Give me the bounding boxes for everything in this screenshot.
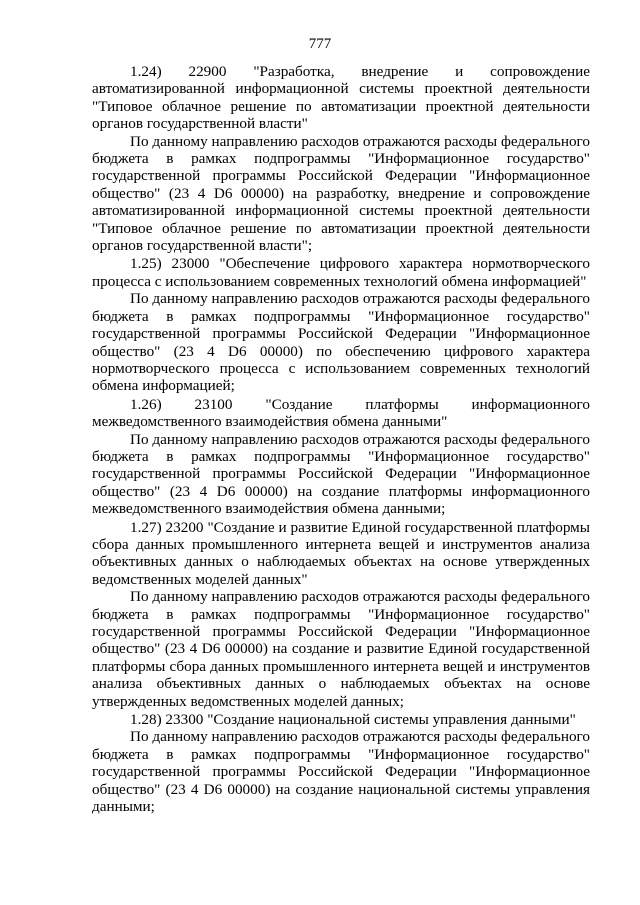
- expense-heading-1-28: 1.28) 23300 "Создание национальной системы управления данными": [130, 711, 576, 729]
- expense-heading-1-26: 1.26) 23100 "Создание платформы информационного межведомственного взаимодействия обмена данными": [92, 395, 590, 431]
- expense-heading-1-25: 1.25) 23000 "Обеспечение цифрового характера нормотворческого процесса с использованием современных технологий обмена информацией": [92, 255, 590, 290]
- page-number: 777: [308, 36, 332, 52]
- expense-description-1-25: По данному направлению расходов отражаются расходы федерального бюджета в рамках подпрограммы "Информационное государство" государственной программы Российской Федерации "Информационное общество" (23 4 D6 00000) по обеспечению цифрового характера нормотворческого процесса с использованием современных технологий обмена информацией;: [92, 290, 590, 395]
- expense-description-1-24: По данному направлению расходов отражаются расходы федерального бюджета в рамках подпрограммы "Информационное государство" государственной программы Российской Федерации "Информационное общество" (23 4 D6 00000) на разработку, внедрение и сопровождение автоматизированной информационной системы проектной деятельности "Типовое облачное решение по автоматизации проектной деятельности органов государственной власти";: [92, 132, 590, 255]
- expense-description-1-26: По данному направлению расходов отражаются расходы федерального бюджета в рамках подпрограммы "Информационное государство" государственной программы Российской Федерации "Информационное общество" (23 4 D6 00000) на создание платформы информационного межведомственного взаимодействия обмена данными;: [92, 430, 590, 518]
- expense-heading-1-27: 1.27) 23200 "Создание и развитие Единой государственной платформы сбора данных промышленного интернета вещей и инструментов анализа объективных данных о наблюдаемых объектах на основе утвержденных ведомственных моделей данных": [92, 518, 590, 588]
- document-body: [92, 62, 590, 815]
- expense-description-1-28: По данному направлению расходов отражаются расходы федерального бюджета в рамках подпрограммы "Информационное государство" государственной программы Российской Федерации "Информационное общество" (23 4 D6 00000) на создание национальной системы управления данными;: [92, 728, 590, 816]
- expense-heading-1-24: 1.24) 22900 "Разработка, внедрение и сопровождение автоматизированной информационной системы проектной деятельности "Типовое облачное решение по автоматизации проектной деятельности органов государственной власти": [92, 63, 590, 133]
- expense-description-1-27: По данному направлению расходов отражаются расходы федерального бюджета в рамках подпрограммы "Информационное государство" государственной программы Российской Федерации "Информационное общество" (23 4 D6 00000) на создание и развитие Единой государственной платформы сбора данных промышленного интернета вещей и инструментов анализа объективных данных о наблюдаемых объектах на основе утвержденных ведомственных моделей данных;: [92, 588, 590, 710]
